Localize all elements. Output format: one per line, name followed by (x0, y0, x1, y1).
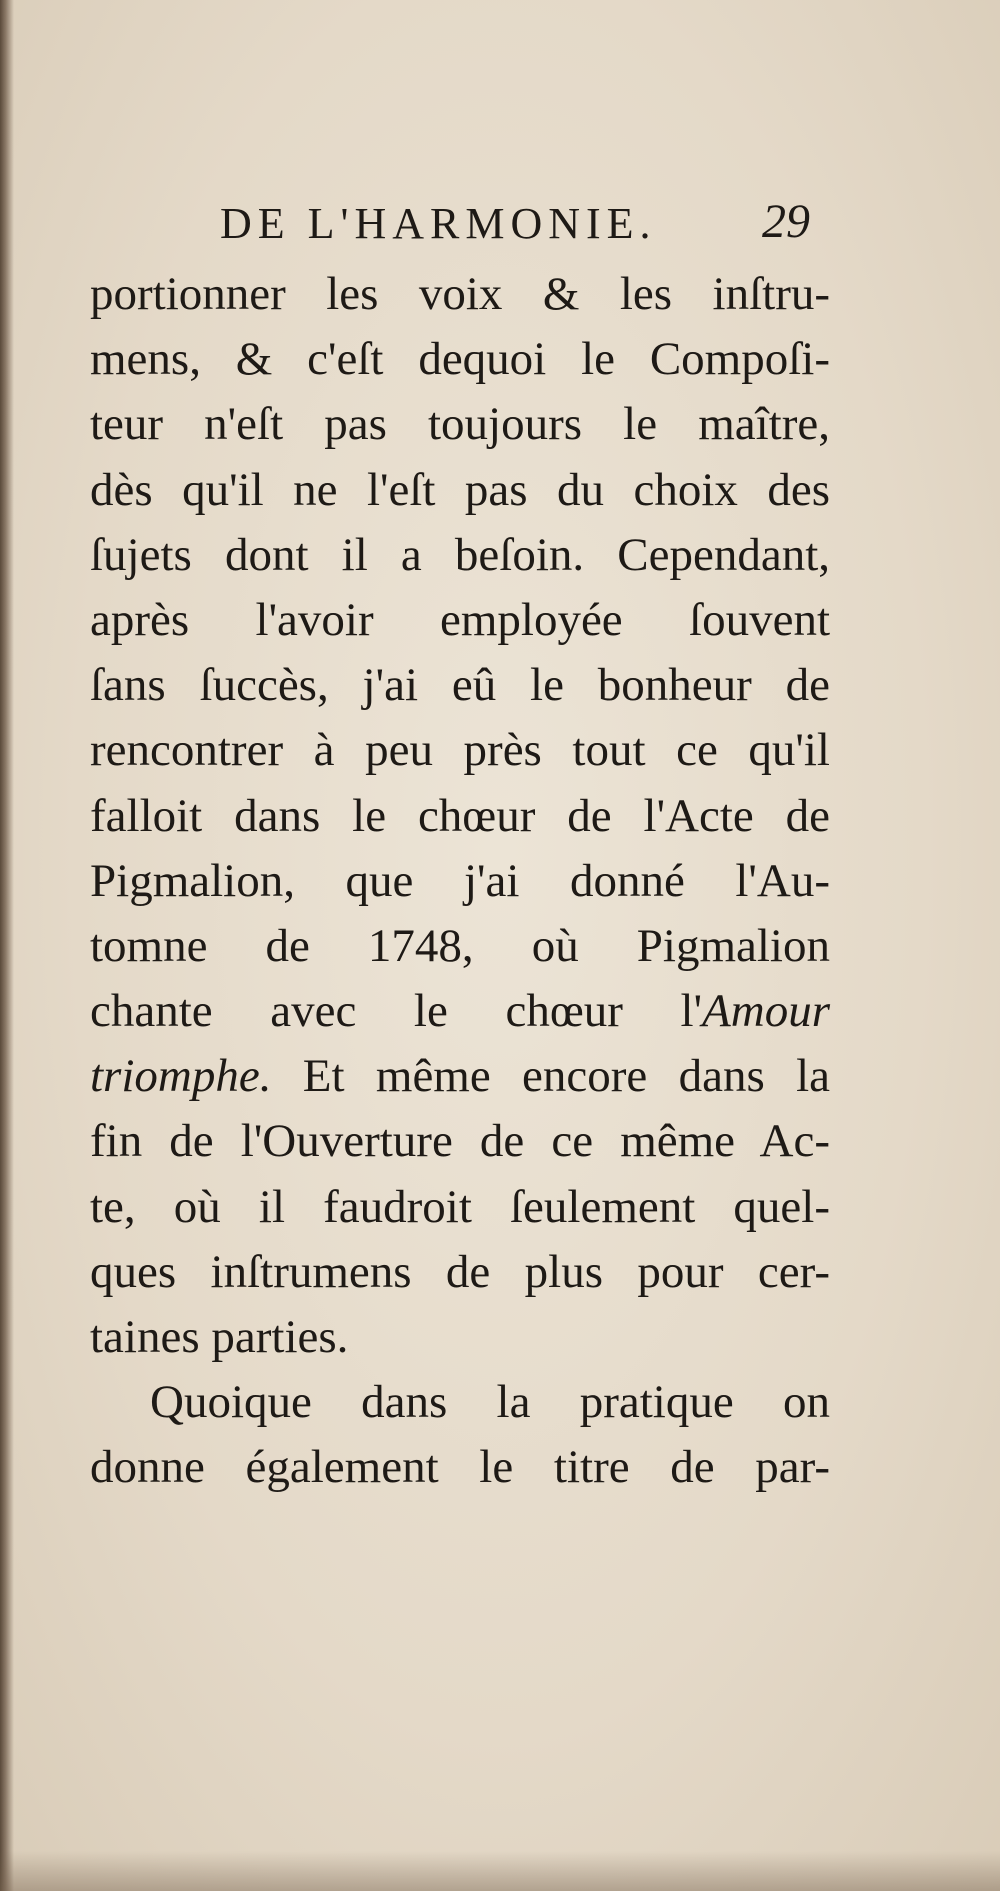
text-line: fin de l'Ouverture de ce même Ac- (90, 1115, 830, 1168)
text-line: ſans ſuccès, j'ai eû le bonheur de (90, 659, 830, 712)
body-text (90, 262, 830, 1501)
text-line: mens, & c'eſt dequoi le Compoſi- (90, 333, 830, 386)
running-head: DE L'HARMONIE. (220, 199, 657, 248)
text-segment: Et même encore dans la (271, 1050, 830, 1103)
text-line: teur n'eſt pas toujours le maître, (90, 398, 830, 451)
text-line: ques inſtrumens de plus pour cer- (90, 1245, 830, 1298)
page-spine-shadow (0, 0, 14, 1891)
text-line: portionner les voix & les inſtru- (90, 268, 830, 320)
text-line: après l'avoir employée ſouvent (90, 593, 830, 646)
text-line: ſujets dont il a beſoin. Cependant, (90, 528, 830, 581)
text-line (90, 1044, 830, 1109)
page-header (220, 195, 840, 258)
page-number: 29 (762, 195, 810, 248)
text-line: te, où il faudroit ſeulement quel- (90, 1180, 830, 1233)
italic-text: triomphe. (90, 1050, 272, 1103)
text-line: taines parties. (90, 1311, 349, 1363)
text-line: rencontrer à peu près tout ce qu'il (90, 724, 830, 777)
page-bottom-edge (0, 1851, 1000, 1891)
text-line (90, 979, 830, 1044)
text-segment: chante avec le chœur l' (90, 985, 703, 1038)
text-line: falloit dans le chœur de l'Acte de (90, 789, 830, 842)
text-line: donne également le titre de par- (90, 1441, 830, 1494)
italic-text: Amour (702, 985, 830, 1038)
text-line: Quoique dans la pratique on (150, 1376, 830, 1429)
text-line: tomne de 1748, où Pigmalion (90, 919, 830, 972)
text-line: Pigmalion, que j'ai donné l'Au- (90, 854, 830, 907)
text-line: dès qu'il ne l'eſt pas du choix des (90, 463, 830, 516)
